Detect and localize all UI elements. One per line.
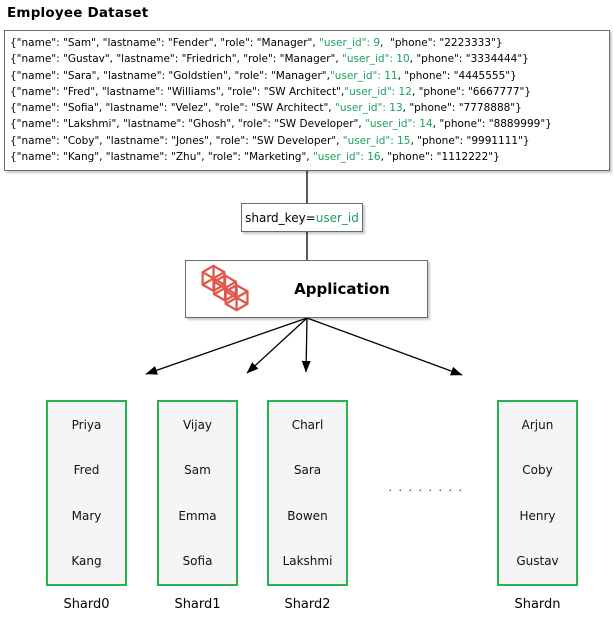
dataset-record: [10, 68, 609, 84]
record-text-suffix: , "phone": "3334444"}: [409, 53, 529, 66]
dataset-record: [10, 100, 609, 116]
record-text-suffix: , "phone": "9991111"}: [410, 134, 530, 147]
record-shard-key: "user_id": 16: [312, 151, 381, 164]
shard-label-shardn: Shardn: [514, 597, 561, 612]
shard-record-name: Sam: [184, 463, 211, 478]
dataset-record: [10, 116, 609, 132]
shard-label-shard2: Shard2: [284, 597, 331, 612]
record-shard-key: "user_id": 12: [344, 85, 412, 98]
shard-key-box: [241, 203, 363, 232]
shard-label-shard0: Shard0: [63, 597, 110, 612]
shard-box-shard0: [46, 400, 127, 586]
record-text-suffix: , "phone": "1112222"}: [380, 151, 500, 164]
shard-record-name: Kang: [71, 554, 102, 569]
record-text-prefix: {"name": "Sofia", "lastname": "Velez", "role": "SW Architect",: [10, 102, 335, 115]
shard-record-name: Sara: [293, 463, 322, 478]
shard-box-shard1: [157, 400, 238, 586]
dataset-record: [10, 35, 609, 51]
record-text-prefix: {"name": "Gustav", "lastname": "Friedrich", "role": "Manager",: [10, 53, 343, 66]
record-text-suffix: , "phone": "7778888"}: [402, 102, 522, 115]
shard-record-name: Emma: [178, 508, 217, 523]
application-label: Application: [294, 280, 390, 298]
shard-record-name: Vijay: [182, 417, 213, 432]
shard-key-label-prefix: shard_key=: [245, 210, 316, 225]
arrow-to-shard0: [146, 318, 307, 374]
record-shard-key: "user_id": 9: [319, 37, 380, 49]
shard-record-name: Arjun: [521, 417, 554, 432]
diagram-title: Employee Dataset: [7, 5, 149, 21]
record-shard-key: "user_id": 13: [335, 102, 403, 115]
shard-record-name: Gustav: [516, 554, 559, 569]
shard-record-name: Fred: [73, 463, 100, 478]
record-text-prefix: {"name": "Fred", "lastname": "Williams", "role": "SW Architect",: [10, 85, 345, 98]
wireframe-cubes-icon: [195, 264, 257, 314]
shard-record-name: Lakshmi: [282, 554, 333, 569]
record-text-prefix: {"name": "Lakshmi", "lastname": "Ghosh", "role": "SW Developer",: [10, 118, 366, 131]
record-shard-key: "user_id": 14: [365, 118, 433, 131]
arrow-to-shard1: [247, 318, 307, 373]
record-shard-key: "user_id": 11: [329, 69, 398, 82]
record-text-prefix: {"name": "Sam", "lastname": "Fender", "role": "Manager",: [10, 37, 320, 49]
shard-key-value: user_id: [315, 210, 359, 225]
record-shard-key: "user_id": 10: [342, 53, 410, 66]
shard-box-shardn: [497, 400, 578, 586]
shard-box-shard2: [267, 400, 348, 586]
record-text-prefix: {"name": "Coby", "lastname": "Jones", "role": "SW Developer",: [10, 134, 343, 147]
shard-label-shard1: Shard1: [174, 597, 221, 612]
dataset-record: [10, 133, 609, 149]
shard-record-name: Henry: [519, 508, 556, 523]
dataset-record: [10, 51, 609, 67]
ellipsis-dots: . . . . . . . .: [388, 481, 464, 494]
record-text-suffix: , "phone": "6667777"}: [411, 85, 532, 98]
employee-dataset-box: [4, 30, 610, 171]
record-shard-key: "user_id": 15: [342, 134, 411, 147]
record-text-prefix: {"name": "Sara", "lastname": "Goldstien", "role": "Manager",: [10, 69, 330, 82]
arrow-to-shardn: [307, 318, 462, 375]
shard-record-name: Coby: [522, 463, 553, 478]
arrow-to-shard2: [306, 318, 307, 372]
record-text-prefix: {"name": "Kang", "lastname": "Zhu", "role": "Marketing",: [10, 151, 313, 164]
shard-record-name: Mary: [71, 508, 102, 523]
record-text-suffix: , "phone": "2223333"}: [380, 37, 503, 49]
shard-record-name: Sofia: [182, 554, 213, 569]
dataset-record: [10, 84, 609, 100]
record-text-suffix: , "phone": "4445555"}: [397, 69, 517, 82]
dataset-record: [10, 149, 609, 165]
shard-record-name: Charl: [291, 417, 324, 432]
application-box: [185, 260, 428, 318]
shard-record-name: Bowen: [287, 508, 328, 523]
shard-record-name: Priya: [71, 417, 102, 432]
record-text-suffix: , "phone": "8889999"}: [432, 118, 552, 131]
